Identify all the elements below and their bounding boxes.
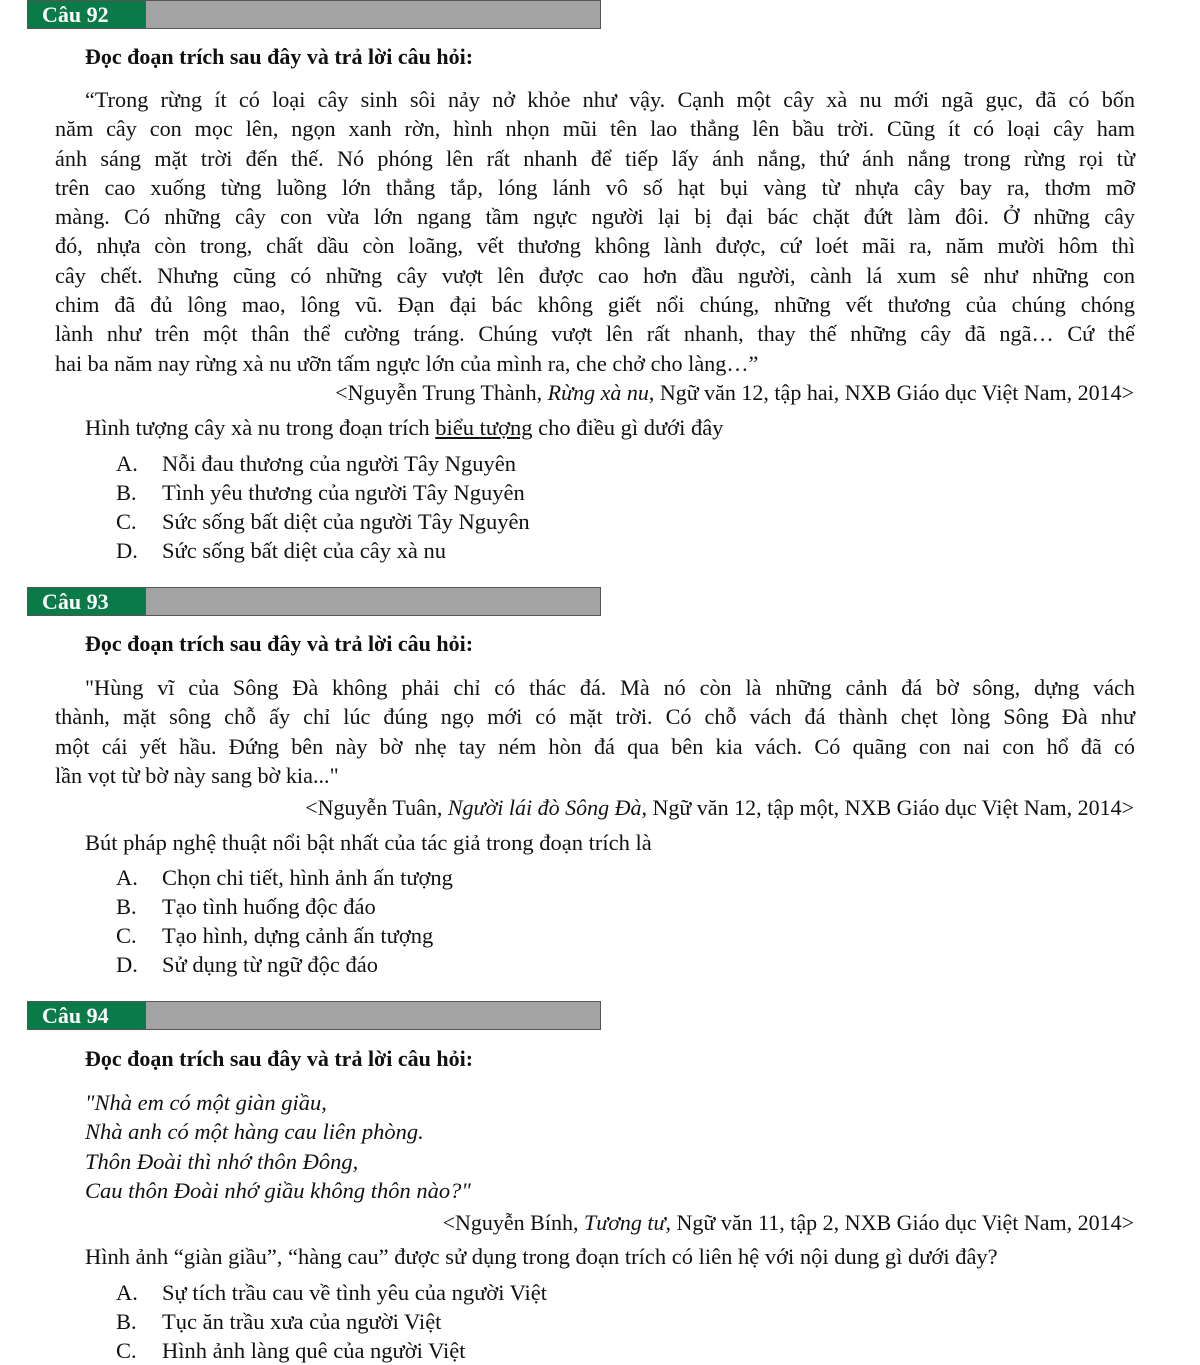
- header-bar: [146, 1, 600, 28]
- question-94-options: [116, 1278, 547, 1365]
- option-text: Sự tích trầu cau về tình yêu của người Việt: [162, 1280, 548, 1305]
- passage-line: “Trong rừng ít có loại cây sinh sôi nảy nở khỏe như vậy. Cạnh một cây xà nu mới ngã gục, đã có bốn: [85, 87, 1135, 112]
- source-author: <Nguyễn Bính,: [442, 1210, 584, 1235]
- option-d[interactable]: [116, 950, 453, 979]
- passage-line: hai ba năm nay rừng xà nu ưỡn tấm ngực lớn của mình ra, che chở cho làng…”: [55, 350, 759, 376]
- option-key: B.: [116, 1309, 137, 1334]
- question-94-poem: [85, 1088, 471, 1205]
- question-92-header: [27, 0, 601, 29]
- option-key: C.: [116, 1338, 137, 1363]
- option-text: Sử dụng từ ngữ độc đáo: [162, 952, 378, 977]
- passage-line: đó, nhựa còn trong, chất dầu còn loãng, vết thương không lành được, cứ loét mãi ra, năm mười hôm thì: [55, 233, 1135, 259]
- option-key: B.: [116, 480, 137, 505]
- passage-line: một cái yết hầu. Đứng bên này bờ nhẹ tay ném hòn đá qua bên kia vách. Có quãng con nai con hổ đã có: [55, 733, 1135, 759]
- question-93-header: [27, 587, 601, 616]
- passage-line: năm cây con mọc lên, ngọn xanh rờn, hình nhọn mũi tên lao thẳng lên bầu trời. Cũng ít có loại cây ham: [55, 116, 1135, 142]
- source-details: , Ngữ văn 11, tập 2, NXB Giáo dục Việt Nam, 2014>: [665, 1210, 1134, 1235]
- passage-line: chim đã đủ lông mao, lông vũ. Đạn đại bác không giết nổi chúng, những vết thương của chúng chóng: [55, 292, 1135, 318]
- passage-line: lành như trên một thân thể cường tráng. Chúng vượt lên rất nhanh, thay thế những cây đã ngã… Cứ thế: [55, 321, 1135, 347]
- option-key: A.: [116, 1280, 138, 1305]
- question-92-label: Câu 92: [28, 1, 146, 28]
- option-text: Tục ăn trầu xưa của người Việt: [162, 1309, 442, 1334]
- passage-line: cây chết. Nhưng cũng có những cây vượt lên được cao hơn đầu người, cành lá xum sê như những con: [55, 262, 1135, 288]
- header-bar: [146, 1002, 600, 1029]
- option-key: D.: [116, 952, 138, 977]
- option-c[interactable]: [116, 1336, 547, 1365]
- poem-line: Cau thôn Đoài nhớ giầu không thôn nào?": [85, 1177, 471, 1203]
- poem-line: Thôn Đoài thì nhớ thôn Đông,: [85, 1148, 359, 1174]
- option-c[interactable]: [116, 507, 530, 536]
- question-93-passage: [55, 673, 1135, 790]
- passage-line: lần vọt từ bờ này sang bờ kia...": [55, 762, 339, 788]
- question-93-source: [305, 795, 1134, 821]
- question-94-source: [443, 1210, 1134, 1236]
- option-a[interactable]: [116, 449, 530, 478]
- passage-line: màng. Có những cây con vừa lớn ngang tầm ngực người lại bị đại bác chặt đứt làm đôi. Ở những cây: [55, 204, 1135, 230]
- source-title: Rừng xà nu: [547, 380, 649, 405]
- option-key: B.: [116, 894, 137, 919]
- question-94-prompt: Hình ảnh “giàn giầu”, “hàng cau” được sử dụng trong đoạn trích có liên hệ với nội dung gì dưới đây?: [85, 1244, 998, 1269]
- poem-line: Nhà anh có một hàng cau liên phòng.: [85, 1119, 424, 1145]
- header-bar: [146, 588, 600, 615]
- option-key: C.: [116, 923, 137, 948]
- option-d[interactable]: [116, 536, 530, 565]
- question-93-instruction: Đọc đoạn trích sau đây và trả lời câu hỏi:: [85, 631, 474, 656]
- option-b[interactable]: [116, 1307, 547, 1336]
- question-92-options: [116, 449, 530, 565]
- question-94-label: Câu 94: [28, 1002, 146, 1029]
- poem-line: "Nhà em có một giàn giầu,: [85, 1090, 327, 1115]
- passage-line: thành, mặt sông chỗ ấy chỉ lúc đúng ngọ mới có mặt trời. Có chỗ vách đá thành chẹt lòng Sông Đà như: [55, 704, 1135, 730]
- source-title: Người lái đò Sông Đà: [447, 795, 642, 820]
- option-text: Sức sống bất diệt của người Tây Nguyên: [162, 509, 530, 534]
- option-b[interactable]: [116, 478, 530, 507]
- option-a[interactable]: [116, 863, 453, 892]
- question-92-passage: [55, 85, 1135, 378]
- option-b[interactable]: [116, 892, 453, 921]
- option-a[interactable]: [116, 1278, 547, 1307]
- passage-line: trên cao xuống từng luồng lớn thẳng tắp, lóng lánh vô số hạt bụi vàng từ nhựa cây bay ra, thơm mỡ: [55, 174, 1135, 200]
- option-key: C.: [116, 509, 137, 534]
- option-text: Hình ảnh làng quê của người Việt: [162, 1338, 466, 1363]
- source-details: , Ngữ văn 12, tập một, NXB Giáo dục Việt Nam, 2014>: [641, 795, 1134, 820]
- question-93-prompt: Bút pháp nghệ thuật nổi bật nhất của tác giả trong đoạn trích là: [85, 830, 652, 855]
- option-key: D.: [116, 538, 138, 563]
- option-text: Sức sống bất diệt của cây xà nu: [162, 538, 446, 563]
- passage-line: "Hùng vĩ của Sông Đà không phải chỉ có thác đá. Mà nó còn là những cảnh đá bờ sông, dựng vách: [85, 675, 1135, 700]
- option-text: Nỗi đau thương của người Tây Nguyên: [162, 451, 516, 476]
- option-text: Tình yêu thương của người Tây Nguyên: [162, 480, 525, 505]
- option-c[interactable]: [116, 921, 453, 950]
- source-title: Tương tư: [583, 1210, 666, 1235]
- source-author: <Nguyễn Trung Thành,: [335, 380, 548, 405]
- question-92-prompt: [85, 415, 723, 441]
- question-93-label: Câu 93: [28, 588, 146, 615]
- prompt-underlined: biểu tượng: [435, 415, 533, 440]
- source-details: , Ngữ văn 12, tập hai, NXB Giáo dục Việt Nam, 2014>: [648, 380, 1134, 405]
- question-92-instruction: Đọc đoạn trích sau đây và trả lời câu hỏi:: [85, 44, 474, 69]
- source-author: <Nguyễn Tuân,: [305, 795, 448, 820]
- option-text: Chọn chi tiết, hình ảnh ấn tượng: [162, 865, 453, 890]
- option-key: A.: [116, 451, 138, 476]
- prompt-text-end: cho điều gì dưới đây: [532, 415, 724, 440]
- question-93-options: [116, 863, 453, 979]
- option-text: Tạo hình, dựng cảnh ấn tượng: [162, 923, 434, 948]
- question-92-source: [335, 380, 1134, 406]
- option-key: A.: [116, 865, 138, 890]
- question-94-instruction: Đọc đoạn trích sau đây và trả lời câu hỏi:: [85, 1046, 474, 1071]
- prompt-text: Hình tượng cây xà nu trong đoạn trích: [85, 415, 436, 440]
- option-text: Tạo tình huống độc đáo: [162, 894, 376, 919]
- question-94-header: [27, 1001, 601, 1030]
- passage-line: ánh sáng mặt trời đến thế. Nó phóng lên rất nhanh để tiếp lấy ánh nắng, thứ ánh nắng trong rừng rọi từ: [55, 145, 1135, 171]
